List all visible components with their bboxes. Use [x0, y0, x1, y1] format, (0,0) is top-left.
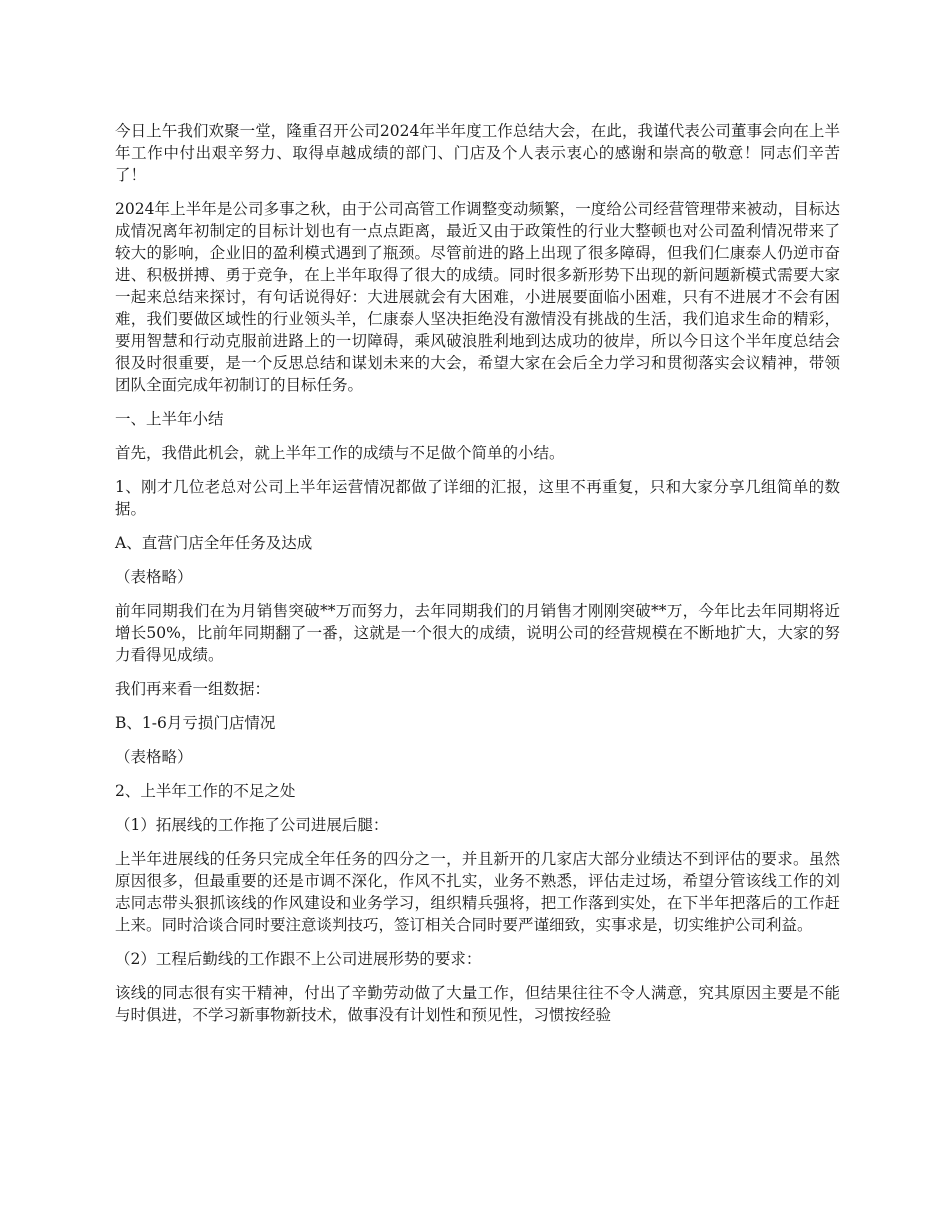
paragraph-sales-growth: 前年同期我们在为月销售突破**万而努力，去年同期我们的月销售才刚刚突破**万，今年比去年同期将近增长50%，比前年同期翻了一番，这就是一个很大的成绩，说明公司的经营规模在不断地扩大，大家的努力看得见成绩。: [115, 602, 840, 664]
subheading-engineering-logistics: （2）工程后勤线的工作跟不上公司进展形势的要求：: [115, 950, 482, 968]
document-body: [115, 120, 840, 1038]
paragraph-another-data: 我们再来看一组数据：: [115, 680, 271, 698]
table-omitted-note: （表格略）: [115, 568, 193, 586]
paragraph-intro-summary: 首先，我借此机会，就上半年工作的成绩与不足做个简单的小结。: [115, 444, 565, 462]
subheading-a: A、直营门店全年任务及达成: [115, 534, 313, 552]
paragraph-background: 2024年上半年是公司多事之秋，由于公司高管工作调整变动频繁，一度给公司经营管理带来被动，目标达成情况离年初制定的目标计划也有一点点距离，最近又由于政策性的行业大整顿也对公司盈利情况带来了较大的影响，企业旧的盈利模式遇到了瓶颈。尽管前进的路上出现了很多障碍，但我们仁康泰人仍逆市奋进、积极拼搏、勇于竞争，在上半年取得了很大的成绩。同时很多新形势下出现的新问题新模式需要大家一起来总结来探讨，有句话说得好：大进展就会有大困难，小进展要面临小困难，只有不进展才不会有困难，我们要做区域性的行业领头羊，仁康泰人坚决拒绝没有激情没有挑战的生活，我们追求生命的精彩，要用智慧和行动克服前进路上的一切障碍，乘风破浪胜利地到达成功的彼岸，所以今日这个半年度总结会很及时很重要，是一个反思总结和谋划未来的大会，希望大家在会后全力学习和贯彻落实会议精神，带领团队全面完成年初制订的目标任务。: [115, 200, 840, 394]
subheading-b: B、1-6月亏损门店情况: [115, 714, 276, 732]
paragraph-engineering-logistics: 该线的同志很有实干精神，付出了辛勤劳动做了大量工作，但结果往往不令人满意，究其原因主要是不能与时俱进，不学习新事物新技术，做事没有计划性和预见性，习惯按经验: [115, 984, 840, 1024]
paragraph-item-1: 1、刚才几位老总对公司上半年运营情况都做了详细的汇报，这里不再重复，只和大家分享几组简单的数据。: [115, 478, 840, 518]
section-heading-half-year-summary: 一、上半年小结: [115, 410, 224, 428]
subheading-expansion-line: （1）拓展线的工作拖了公司进展后腿：: [115, 816, 389, 834]
paragraph-expansion-line: 上半年进展线的任务只完成全年任务的四分之一，并且新开的几家店大部分业绩达不到评估的要求。虽然原因很多，但最重要的还是市调不深化，作风不扎实，业务不熟悉，评估走过场，希望分管该线工作的刘志同志带头狠抓该线的作风建设和业务学习，组织精兵强将，把工作落到实处，在下半年把落后的工作赶上来。同时洽谈合同时要注意谈判技巧，签订相关合同时要严谨细致，实事求是，切实维护公司利益。: [115, 850, 840, 934]
paragraph-opening: 今日上午我们欢聚一堂，隆重召开公司2024年半年度工作总结大会，在此，我谨代表公司董事会向在上半年工作中付出艰辛努力、取得卓越成绩的部门、门店及个人表示衷心的感谢和崇高的敬意！同志们辛苦了！: [115, 122, 840, 184]
paragraph-item-2: 2、上半年工作的不足之处: [115, 782, 296, 800]
table-omitted-note: （表格略）: [115, 748, 193, 766]
